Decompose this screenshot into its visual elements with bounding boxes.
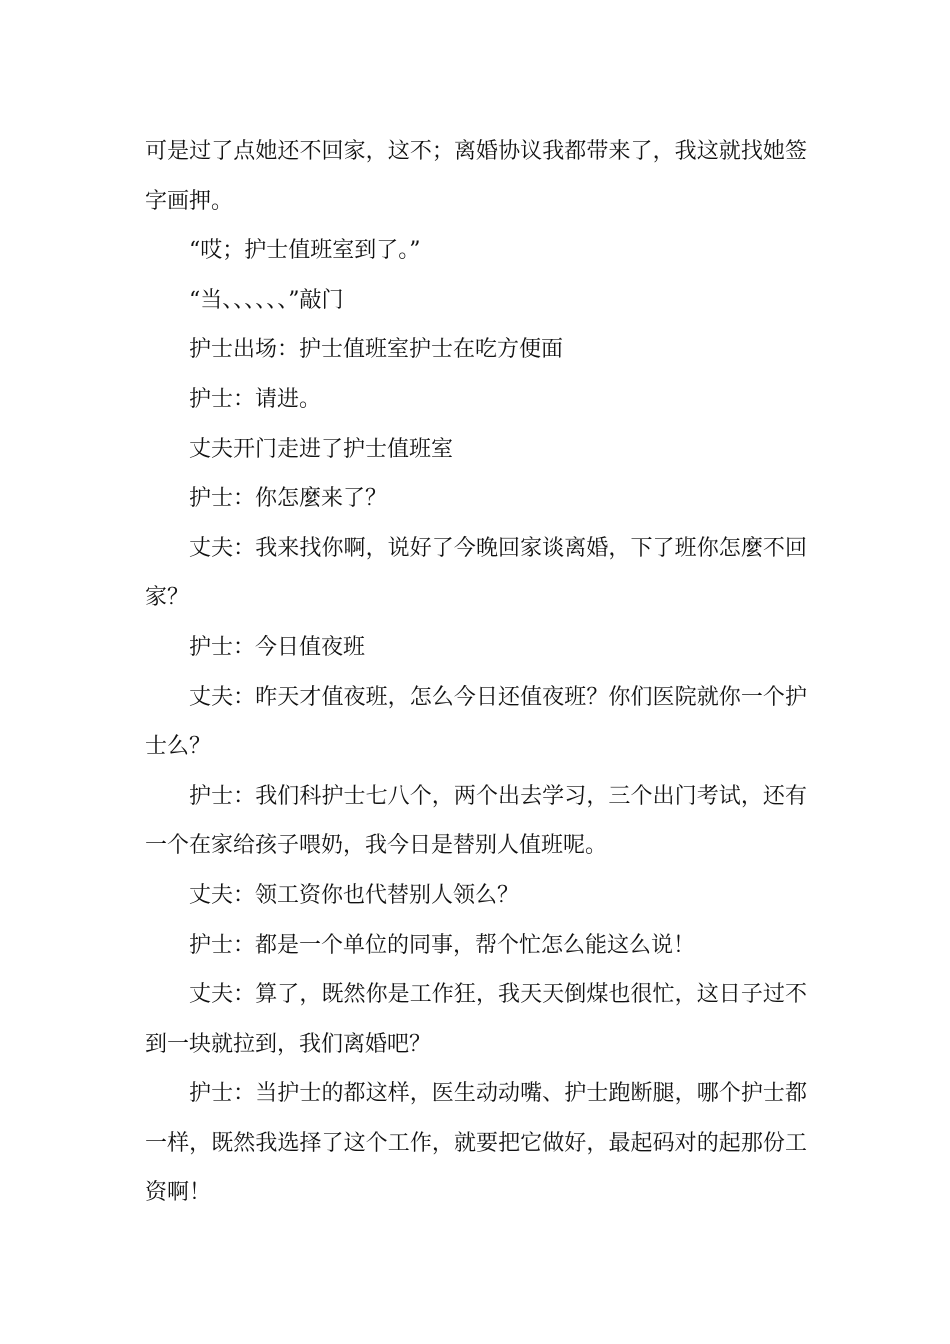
paragraph: 护士：我们科护士七八个，两个出去学习，三个出门考试，还有一个在家给孩子喂奶，我今日是替别人值班呢。 xyxy=(145,783,807,859)
paragraph: 护士出场：护士值班室护士在吃方便面 xyxy=(189,337,564,363)
paragraph: 丈夫：算了，既然你是工作狂，我天天倒煤也很忙，这日子过不到一块就拉到，我们离婚吧？ xyxy=(145,982,807,1057)
document-page xyxy=(145,127,807,1218)
paragraph: 丈夫：昨天才值夜班，怎么今日还值夜班？你们医院就你一个护士么？ xyxy=(145,684,807,760)
paragraph: 护士：都是一个单位的同事，帮个忙怎么能这么说！ xyxy=(189,932,696,958)
paragraph: 护士：当护士的都这样，医生动动嘴、护士跑断腿，哪个护士都一样，既然我选择了这个工作，就要把它做好，最起码对的起那份工资啊！ xyxy=(145,1081,807,1206)
paragraph: 丈夫：领工资你也代替别人领么？ xyxy=(189,882,520,908)
paragraph: “哎；护士值班室到了。” xyxy=(189,238,421,264)
paragraph: 护士：请进。 xyxy=(189,386,322,412)
paragraph: 护士：你怎麼来了？ xyxy=(189,486,388,512)
paragraph: 丈夫开门走进了护士值班室 xyxy=(189,436,454,462)
paragraph: 丈夫：我来找你啊，说好了今晚回家谈离婚，下了班你怎麼不回家？ xyxy=(145,535,807,611)
paragraph: 可是过了点她还不回家，这不；离婚协议我都带来了，我这就找她签字画押。 xyxy=(145,139,807,214)
paragraph: “当、、、、、、”敲门 xyxy=(189,287,344,313)
paragraph: 护士：今日值夜班 xyxy=(189,634,366,660)
